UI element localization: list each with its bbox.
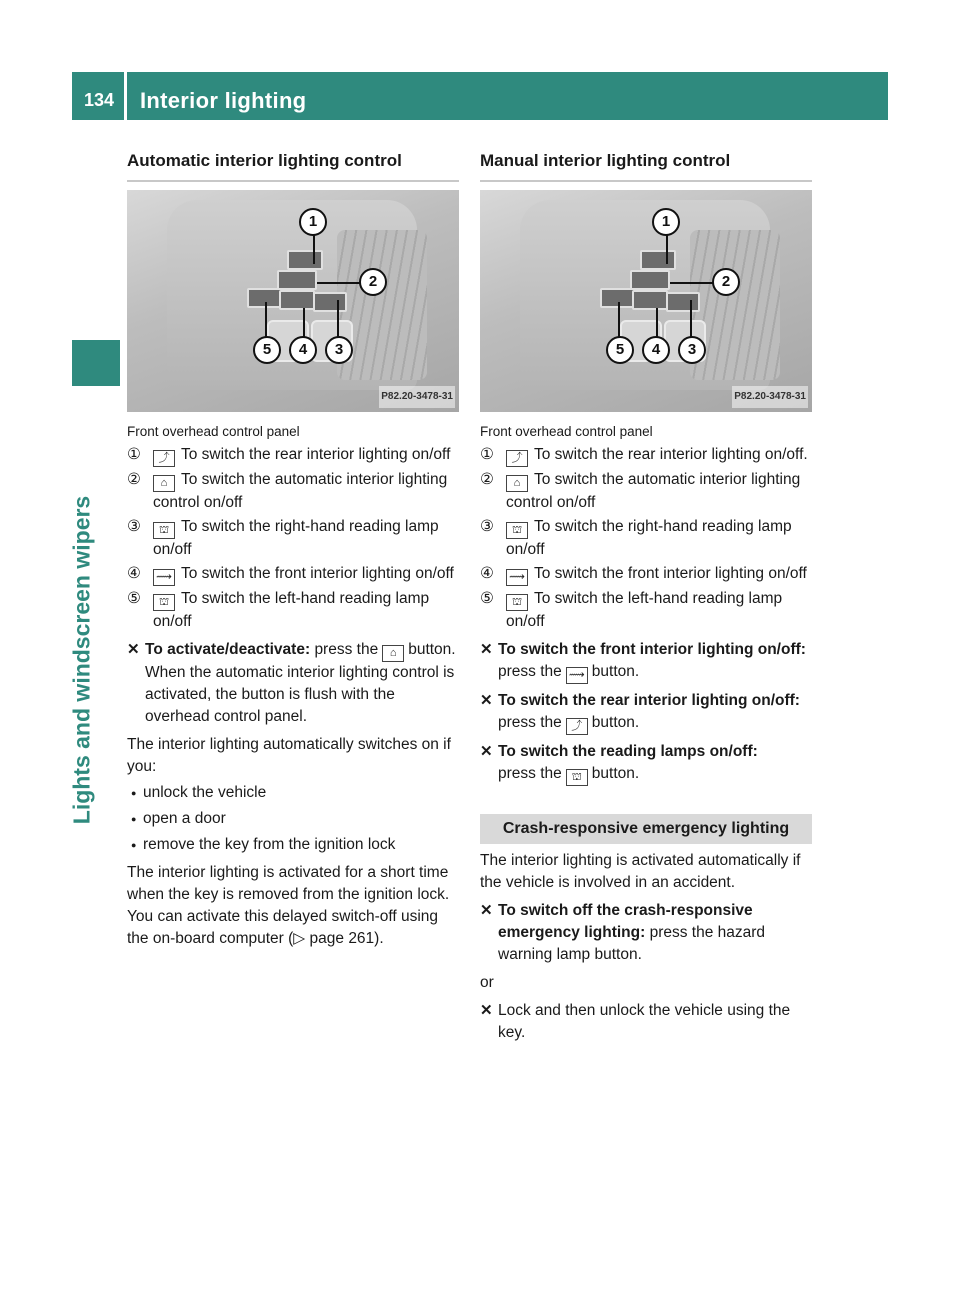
bullet-icon: ● <box>131 840 137 850</box>
crash-intro: The interior lighting is activated automatically if the vehicle is involved in an accident. <box>480 852 801 891</box>
legend-number: ① <box>127 446 141 463</box>
legend-number: ⑤ <box>480 590 494 607</box>
callout-4: 4 <box>289 336 317 364</box>
callout-2: 2 <box>712 268 740 296</box>
legend-item <box>127 444 459 467</box>
legend-number: ② <box>127 471 141 488</box>
auto-light-off-icon: ⌂ <box>506 475 528 492</box>
side-tab-marker <box>72 340 120 386</box>
instruction-step <box>480 690 812 735</box>
legend-text: To switch the right-hand reading lamp on/off <box>153 518 439 558</box>
step-label: To switch the reading lamps on/off: <box>498 743 758 760</box>
right-caption: Front overhead control panel <box>480 424 653 439</box>
crash-lighting-heading: Crash-responsive emergency lighting <box>480 814 812 844</box>
step-note: When the automatic interior lighting control is activated, the button is flush with the overhead control panel. <box>145 664 455 725</box>
legend-item <box>127 469 459 514</box>
legend-number: ① <box>480 446 494 463</box>
figure-code: P82.20-3478-31 <box>379 386 455 408</box>
legend-text: To switch the front interior lighting on/off <box>181 565 454 582</box>
step-text: press the <box>314 641 379 658</box>
callout-5: 5 <box>606 336 634 364</box>
list-text: unlock the vehicle <box>143 784 267 801</box>
section-title: Interior lighting <box>140 88 307 113</box>
header-divider <box>124 72 127 120</box>
list-item <box>127 808 459 830</box>
delay-paragraph <box>127 862 459 950</box>
instruction-step <box>127 639 459 728</box>
step-text: press the <box>498 663 562 680</box>
step-arrow-icon: ✕ <box>480 641 493 658</box>
rear-light-icon: ⤴ <box>153 450 175 467</box>
step-label: To switch off the crash-responsive emergency lighting: <box>498 902 753 941</box>
callout-4: 4 <box>642 336 670 364</box>
reading-lamp-icon: ⛫ <box>506 594 528 611</box>
legend-text: To switch the left-hand reading lamp on/off <box>153 590 430 630</box>
callout-3: 3 <box>325 336 353 364</box>
auto-light-off-icon: ⌂ <box>382 645 404 662</box>
right-column <box>480 150 812 1044</box>
legend-item <box>480 516 812 561</box>
step-arrow-icon: ✕ <box>480 743 493 760</box>
step-arrow-icon: ✕ <box>127 641 140 658</box>
reading-lamp-icon: ⛫ <box>506 522 528 539</box>
step-text: press the hazard warning lamp button. <box>498 924 766 963</box>
legend-number: ④ <box>127 565 141 582</box>
list-item <box>127 782 459 804</box>
instruction-step <box>480 639 812 684</box>
figure-code: P82.20-3478-31 <box>732 386 808 408</box>
legend-number: ③ <box>480 518 494 535</box>
delay-text: The interior lighting is activated for a short time when the key is removed from the ignition lock. You can activate this delayed switch-off using the on-board computer <box>127 864 450 947</box>
step-text-end: button. <box>591 714 640 731</box>
legend-text: To switch the rear interior lighting on/off <box>181 446 451 463</box>
page-reference-link[interactable]: (▷ page 261). <box>288 930 384 947</box>
step-text-end: button. <box>408 641 456 658</box>
reading-lamp-icon: ⛫ <box>153 594 175 611</box>
front-light-icon: ⟿ <box>153 569 175 586</box>
side-tab-label: Lights and windscreen wipers <box>68 495 95 825</box>
step-text: press the <box>498 714 562 731</box>
bullet-icon: ● <box>131 788 137 798</box>
legend-item <box>480 469 812 514</box>
step-label: To activate/deactivate: <box>145 641 311 658</box>
legend-text: To switch the left-hand reading lamp on/off <box>506 590 783 630</box>
left-caption: Front overhead control panel <box>127 424 300 439</box>
right-heading: Manual interior lighting control <box>480 150 812 182</box>
step-text-end: button. <box>591 765 640 782</box>
legend-text: To switch the right-hand reading lamp on/off <box>506 518 792 558</box>
callout-5: 5 <box>253 336 281 364</box>
left-column <box>127 150 459 950</box>
legend-item <box>480 444 812 467</box>
step-arrow-icon: ✕ <box>480 902 493 919</box>
page-number: 134 <box>84 90 115 110</box>
auto-light-off-icon: ⌂ <box>153 475 175 492</box>
callout-2: 2 <box>359 268 387 296</box>
front-light-icon: ⟿ <box>506 569 528 586</box>
step-text-end: button. <box>591 663 640 680</box>
instruction-step <box>480 1000 812 1044</box>
reading-lamp-icon: ⛫ <box>566 769 588 786</box>
legend-number: ④ <box>480 565 494 582</box>
step-label: To switch the rear interior lighting on/off: <box>498 692 800 709</box>
legend-number: ③ <box>127 518 141 535</box>
step-arrow-icon: ✕ <box>480 692 493 709</box>
legend-item <box>127 516 459 561</box>
callout-1: 1 <box>299 208 327 236</box>
auto-intro: The interior lighting automatically switches on if you: <box>127 736 451 775</box>
right-overhead-panel-figure <box>480 190 812 412</box>
legend-number: ② <box>480 471 494 488</box>
legend-item <box>127 588 459 633</box>
legend-item <box>480 588 812 633</box>
legend-text: To switch the rear interior lighting on/off. <box>534 446 808 463</box>
left-overhead-panel-figure <box>127 190 459 412</box>
left-heading: Automatic interior lighting control <box>127 150 459 182</box>
list-text: open a door <box>143 810 226 827</box>
or-text: or <box>480 974 494 991</box>
legend-text: To switch the front interior lighting on/off <box>534 565 807 582</box>
callout-1: 1 <box>652 208 680 236</box>
callout-3: 3 <box>678 336 706 364</box>
step-text: press the <box>498 765 562 782</box>
rear-light-icon: ⤴ <box>506 450 528 467</box>
rear-light-icon: ⤴ <box>566 718 588 735</box>
instruction-step <box>480 741 812 786</box>
legend-item <box>480 563 812 586</box>
step-text: Lock and then unlock the vehicle using the key. <box>498 1002 791 1041</box>
legend-text: To switch the automatic interior lighting control on/off <box>506 471 801 511</box>
front-light-icon: ⟿ <box>566 667 588 684</box>
bullet-icon: ● <box>131 814 137 824</box>
reading-lamp-icon: ⛫ <box>153 522 175 539</box>
step-arrow-icon: ✕ <box>480 1002 493 1019</box>
legend-text: To switch the automatic interior lighting control on/off <box>153 471 448 511</box>
step-label: To switch the front interior lighting on/off: <box>498 641 806 658</box>
instruction-step <box>480 900 812 966</box>
legend-number: ⑤ <box>127 590 141 607</box>
list-item <box>127 834 459 856</box>
list-text: remove the key from the ignition lock <box>143 836 396 853</box>
legend-item <box>127 563 459 586</box>
